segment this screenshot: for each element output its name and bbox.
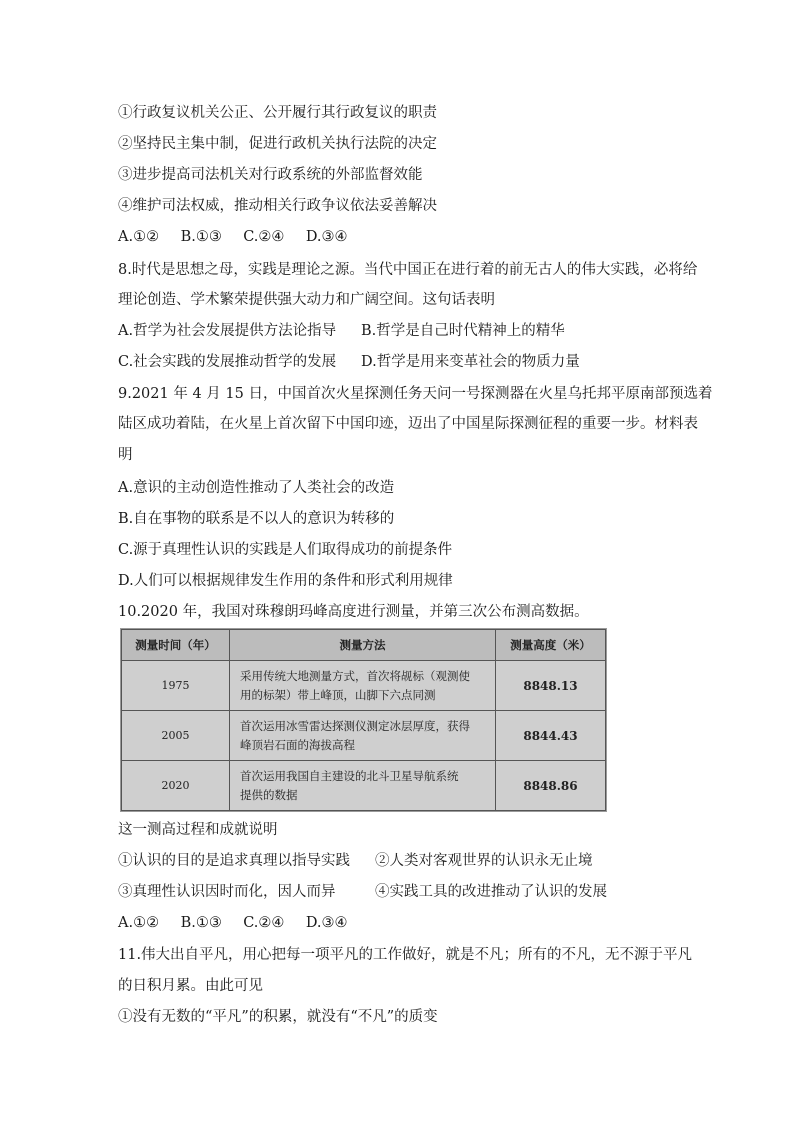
q8-option-d: D.哲学是用来变革社会的物质力量 bbox=[361, 354, 580, 370]
q8-row-cd bbox=[118, 352, 580, 372]
row-year: 2005 bbox=[122, 711, 230, 761]
q10-choice-b: B.①③ bbox=[180, 915, 222, 931]
q10-option-4: ④实践工具的改进推动了认识的发展 bbox=[375, 884, 607, 900]
q9-option-c: C.源于真理性认识的实践是人们取得成功的前提条件 bbox=[118, 542, 453, 558]
q10-row-34 bbox=[118, 882, 607, 902]
q7-option-1: ①行政复议机关公正、公开履行其行政复议的职责 bbox=[118, 105, 437, 121]
q10-choice-c: C.②④ bbox=[243, 915, 285, 931]
table-header-row bbox=[122, 630, 606, 661]
q9-stem-line-2: 陆区成功着陆，在火星上首次留下中国印迹，迈出了中国星际探测征程的重要一步。材料表 bbox=[118, 416, 698, 432]
row-year: 1975 bbox=[122, 661, 230, 711]
measurement-table bbox=[121, 629, 606, 811]
q10-option-3: ③真理性认识因时而化，因人而异 bbox=[118, 884, 336, 900]
q8-stem-line-1: 8.时代是思想之母，实践是理论之源。当代中国正在进行着的前无古人的伟大实践，必将给 bbox=[118, 262, 698, 278]
q7-choice-b: B.①③ bbox=[180, 229, 222, 245]
row-method: 首次运用我国自主建设的北斗卫星导航系统 提供的数据 bbox=[230, 761, 496, 811]
q10-choice-a: A.①② bbox=[118, 915, 160, 931]
q7-choice-a: A.①② bbox=[118, 229, 160, 245]
q9-option-d: D.人们可以根据规律发生作用的条件和形式利用规律 bbox=[118, 573, 453, 589]
q11-option-1: ①没有无数的“平凡”的积累，就没有“不凡”的质变 bbox=[118, 1009, 438, 1025]
q7-option-3: ③进步提高司法机关对行政系统的外部监督效能 bbox=[118, 167, 423, 183]
row-height: 8848.86 bbox=[496, 761, 606, 811]
header-method: 测量方法 bbox=[230, 630, 496, 661]
row-year: 2020 bbox=[122, 761, 230, 811]
header-year: 测量时间（年） bbox=[122, 630, 230, 661]
measurement-table-photo bbox=[120, 628, 607, 812]
q10-choice-d: D.③④ bbox=[305, 915, 348, 931]
q7-choice-c: C.②④ bbox=[243, 229, 285, 245]
row-method: 首次运用冰雪雷达探测仪测定冰层厚度，获得 峰顶岩石面的海拔高程 bbox=[230, 711, 496, 761]
q11-stem-line-2: 的日积月累。由此可见 bbox=[118, 978, 263, 994]
q10-followup: 这一测高过程和成就说明 bbox=[118, 822, 278, 838]
q8-option-c: C.社会实践的发展推动哲学的发展 bbox=[118, 354, 337, 370]
q7-option-2: ②坚持民主集中制，促进行政机关执行法院的决定 bbox=[118, 136, 437, 152]
table-row bbox=[122, 711, 606, 761]
q9-stem-line-1: 9.2021 年 4 月 15 日，中国首次火星探测任务天问一号探测器在火星乌托邦平原南部预选着 bbox=[118, 386, 713, 402]
q10-stem: 10.2020 年，我国对珠穆朗玛峰高度进行测量，并第三次公布测高数据。 bbox=[118, 604, 589, 620]
q10-choices bbox=[118, 913, 364, 933]
table-row bbox=[122, 761, 606, 811]
q8-stem-line-2: 理论创造、学术繁荣提供强大动力和广阔空间。这句话表明 bbox=[118, 292, 495, 308]
q9-stem-line-3: 明 bbox=[118, 447, 133, 463]
q7-option-4: ④维护司法权威，推动相关行政争议依法妥善解决 bbox=[118, 198, 437, 214]
q10-option-2: ②人类对客观世界的认识永无止境 bbox=[375, 853, 593, 869]
q10-row-12 bbox=[118, 851, 593, 871]
q8-option-a: A.哲学为社会发展提供方法论指导 bbox=[118, 323, 337, 339]
row-height: 8848.13 bbox=[496, 661, 606, 711]
header-height: 测量高度（米） bbox=[496, 630, 606, 661]
q8-row-ab bbox=[118, 321, 565, 341]
q10-option-1: ①认识的目的是追求真理以指导实践 bbox=[118, 853, 350, 869]
q8-option-b: B.哲学是自己时代精神上的精华 bbox=[361, 323, 565, 339]
row-method: 采用传统大地测量方式，首次将觇标（观测使 用的标架）带上峰顶，山脚下六点同测 bbox=[230, 661, 496, 711]
table-row bbox=[122, 661, 606, 711]
q7-choices bbox=[118, 227, 364, 247]
q9-option-a: A.意识的主动创造性推动了人类社会的改造 bbox=[118, 480, 395, 496]
q11-stem-line-1: 11.伟大出自平凡，用心把每一项平凡的工作做好，就是不凡；所有的不凡，无不源于平凡 bbox=[118, 947, 693, 963]
q9-option-b: B.自在事物的联系是不以人的意识为转移的 bbox=[118, 511, 395, 527]
row-height: 8844.43 bbox=[496, 711, 606, 761]
q7-choice-d: D.③④ bbox=[305, 229, 348, 245]
